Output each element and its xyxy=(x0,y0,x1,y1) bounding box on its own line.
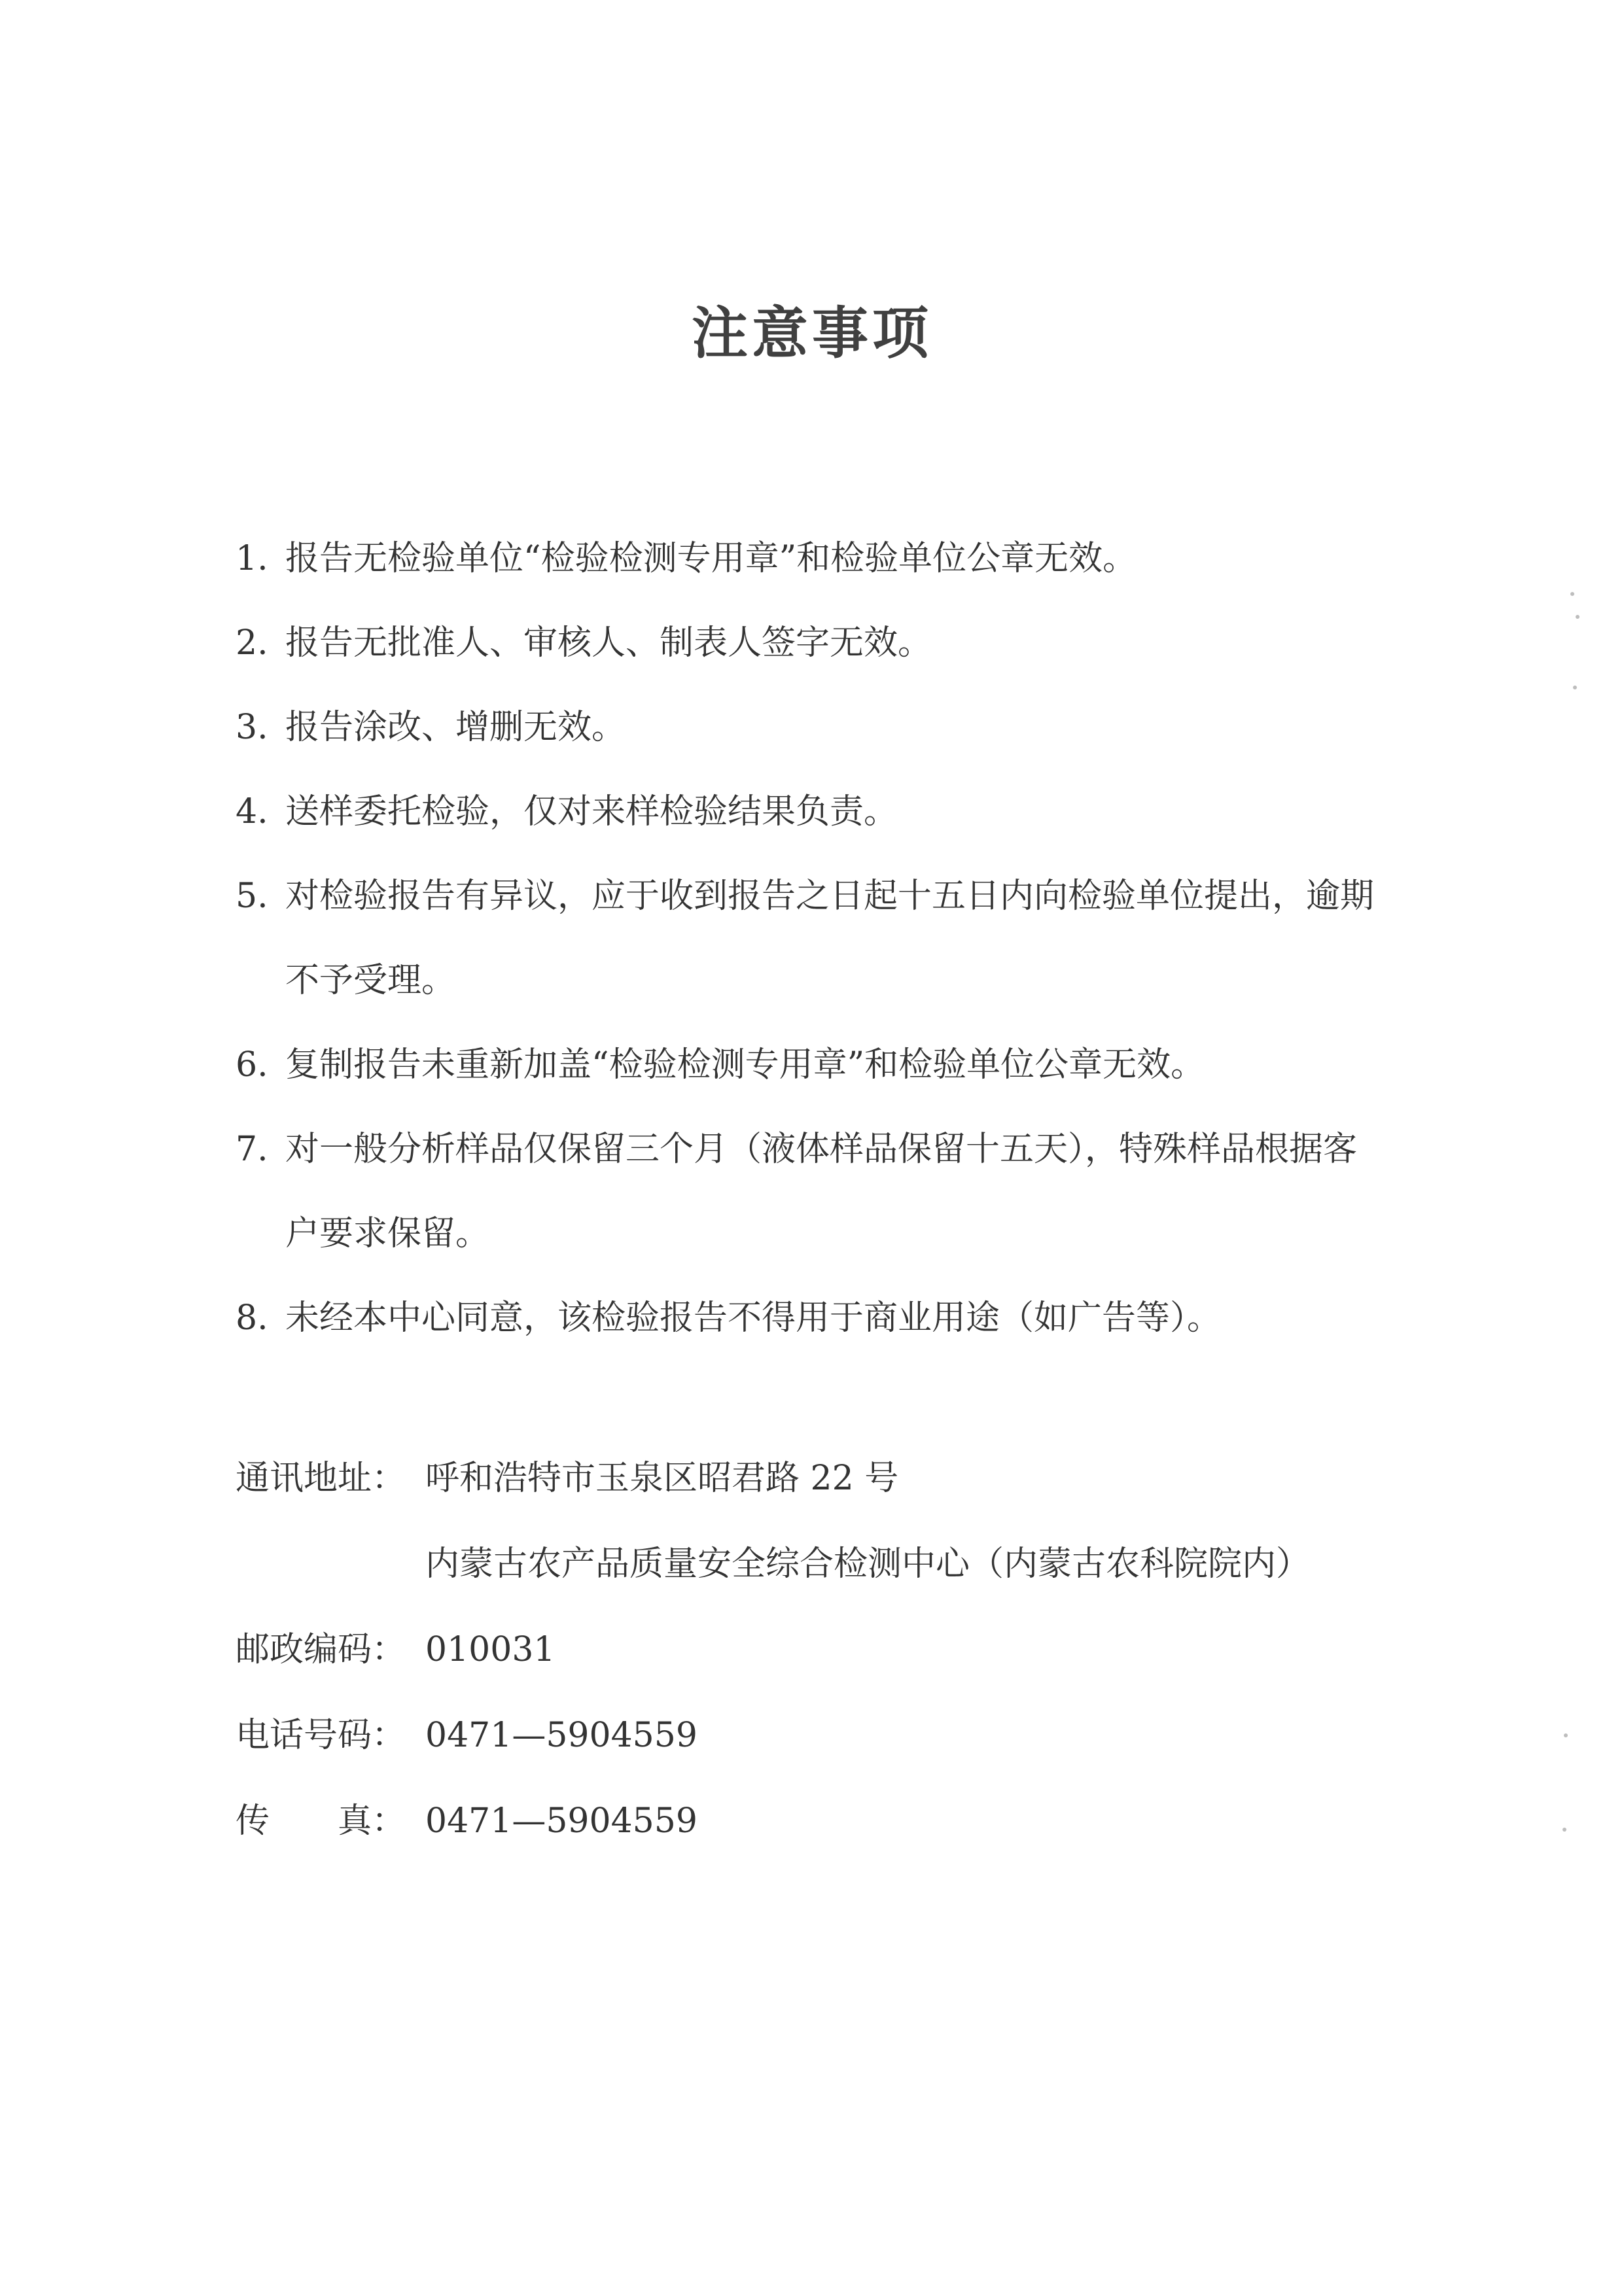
notice-text: 报告无批准人、审核人、制表人签字无效。 xyxy=(285,623,932,663)
fax-label: 传 真： xyxy=(236,1801,406,1841)
notice-number: 5. xyxy=(236,877,268,916)
fax-value: 0471—5904559 xyxy=(425,1801,697,1841)
address-label: 通讯地址： xyxy=(236,1459,406,1498)
contact-info xyxy=(236,1436,1413,1864)
scan-speck xyxy=(1573,686,1577,689)
notice-item-7 xyxy=(236,1107,1387,1276)
notice-number: 3. xyxy=(236,708,268,747)
notice-number: 2. xyxy=(236,623,268,663)
phone-row xyxy=(236,1693,1413,1779)
notice-number: 1. xyxy=(236,539,268,578)
notice-item-6 xyxy=(236,1023,1387,1107)
notice-list xyxy=(236,517,1387,1361)
phone-label: 电话号码： xyxy=(236,1716,406,1755)
address-line2: 内蒙古农产品质量安全综合检测中心（内蒙古农科院院内） xyxy=(425,1544,1311,1584)
address-line1: 呼和浩特市玉泉区昭君路 22 号 xyxy=(425,1459,899,1498)
notice-text: 对一般分析样品仅保留三个月（液体样品保留十五天），特殊样品根据客户要求保留。 xyxy=(285,1130,1358,1253)
notice-item-5 xyxy=(236,854,1387,1023)
address-row-2 xyxy=(236,1522,1413,1607)
scan-speck xyxy=(1576,615,1580,619)
notice-number: 7. xyxy=(236,1130,268,1169)
notice-item-3 xyxy=(236,686,1387,770)
postcode-value: 010031 xyxy=(425,1630,556,1669)
notice-item-1 xyxy=(236,517,1387,601)
scan-speck xyxy=(1562,1828,1566,1832)
notice-item-8 xyxy=(236,1276,1387,1361)
scan-speck xyxy=(1570,592,1574,596)
fax-row xyxy=(236,1779,1413,1864)
notice-text: 未经本中心同意，该检验报告不得用于商业用途（如广告等）。 xyxy=(285,1298,1222,1338)
postcode-row xyxy=(236,1607,1413,1693)
notice-text: 送样委托检验，仅对来样检验结果负责。 xyxy=(285,792,898,831)
notice-item-2 xyxy=(236,601,1387,686)
postcode-label: 邮政编码： xyxy=(236,1630,406,1669)
page-title: 注意事项 xyxy=(692,301,932,366)
notice-number: 8. xyxy=(236,1298,268,1338)
scan-speck xyxy=(1564,1733,1568,1737)
notice-number: 4. xyxy=(236,792,268,831)
notice-text: 报告无检验单位“检验检测专用章”和检验单位公章无效。 xyxy=(285,539,1137,578)
phone-value: 0471—5904559 xyxy=(425,1716,697,1755)
notice-item-4 xyxy=(236,770,1387,854)
notice-text: 报告涂改、增删无效。 xyxy=(285,708,626,747)
notice-number: 6. xyxy=(236,1045,268,1085)
notice-text: 对检验报告有异议，应于收到报告之日起十五日内向检验单位提出，逾期不予受理。 xyxy=(285,877,1375,1000)
address-row xyxy=(236,1436,1413,1522)
notice-text: 复制报告未重新加盖“检验检测专用章”和检验单位公章无效。 xyxy=(285,1045,1205,1085)
